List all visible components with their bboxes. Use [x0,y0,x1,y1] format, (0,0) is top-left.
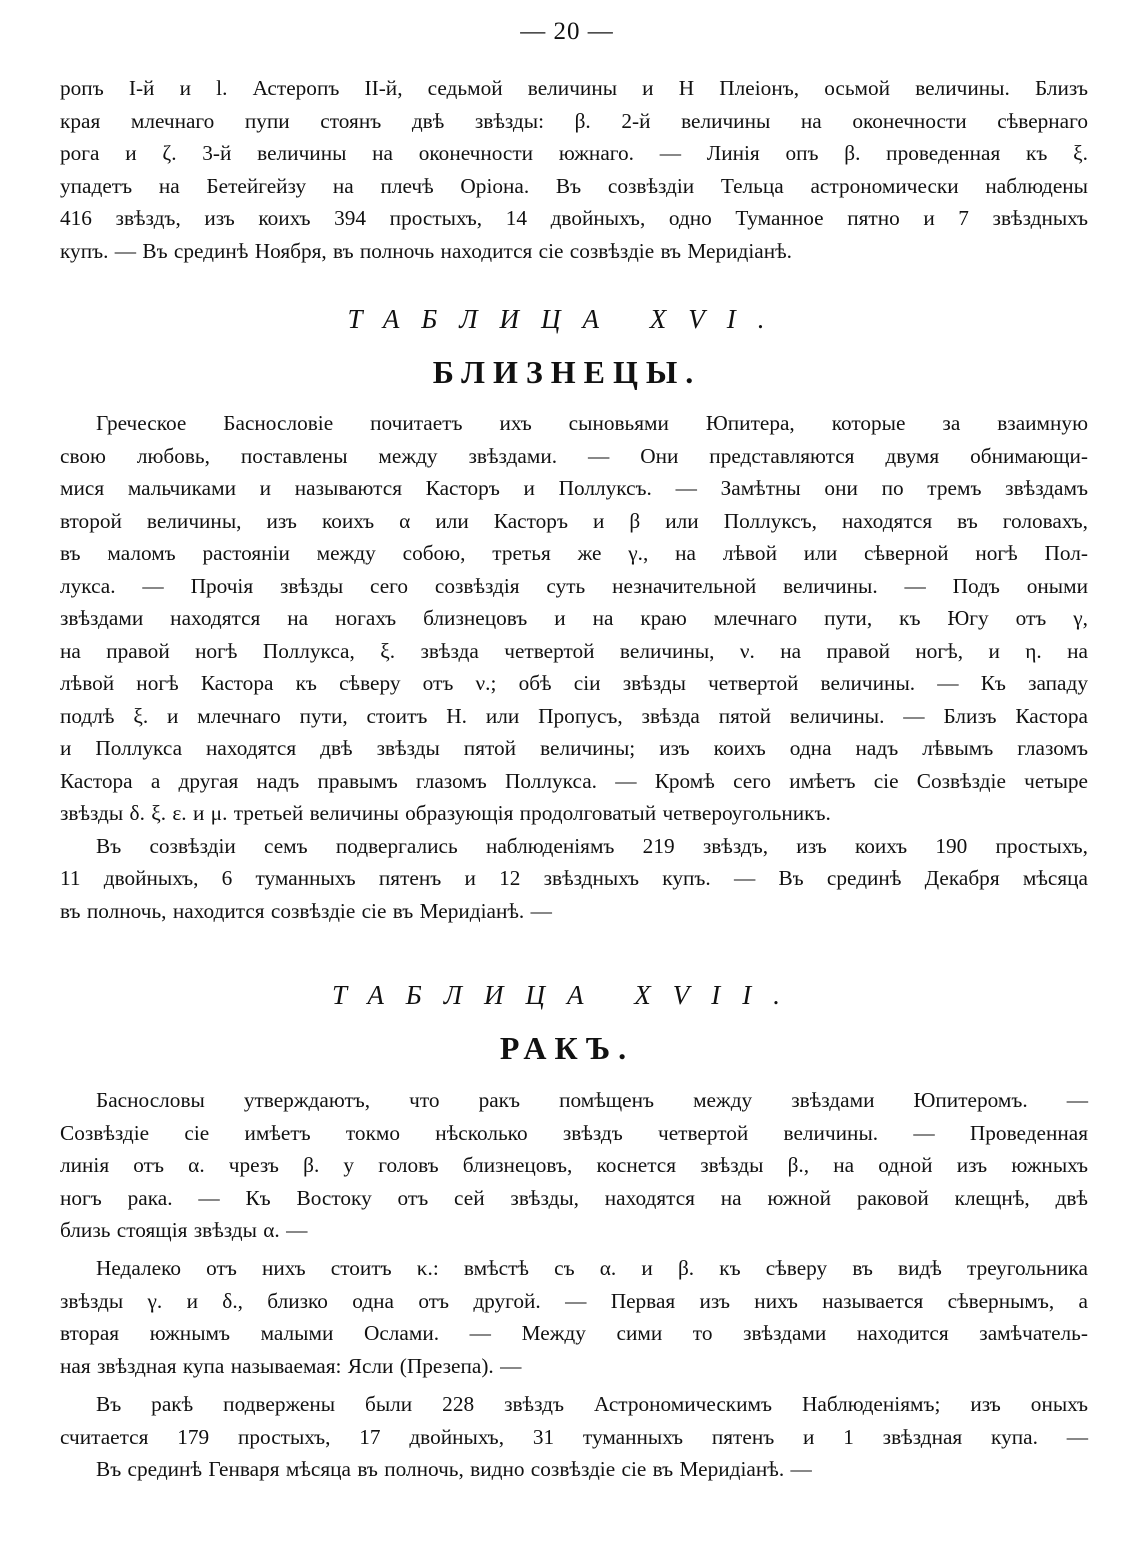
text-line: купъ. — Въ срединѣ Ноября, въ полночь находится сіе созвѣздіе въ Меридіанѣ. [60,238,792,263]
text-line: рога и ζ. 3-й величины на оконечности южнаго. — Линія опъ β. проведенная къ ξ. [60,141,1088,165]
cancer-paragraph-1 [60,1084,1088,1247]
text-line: свою любовь, поставлены между звѣздами. — Они представляются двумя обнимающи- [60,443,1088,468]
intro-paragraph [60,72,1088,267]
table-xvii-heading: ТАБЛИЦА XVII. [332,980,802,1010]
text-line: въ полночь, находится созвѣздіе сіе въ Меридіанѣ. — [60,898,552,923]
text-line: Въ созвѣздіи семъ подвергались наблюденіямъ 219 звѣздъ, изъ коихъ 190 простыхъ, [96,833,1088,858]
text-line: мися мальчиками и называются Касторъ и Поллуксъ. — Замѣтны они по тремъ звѣздамъ [60,476,1088,500]
text-line: края млечнаго пупи стоянъ двѣ звѣзды: β. 2-й величины на оконечности сѣвернаго [60,108,1088,133]
text-line: Баснословы утверждаютъ, что ракъ помѣщенъ между звѣздами Юпитеромъ. — [96,1088,1088,1112]
text-line: Греческое Баснословіе почитаетъ ихъ сыновьями Юпитера, которые за взаимную [96,411,1088,435]
text-line: Въ срединѣ Генваря мѣсяца въ полночь, видно созвѣздіе сіе въ Меридіанѣ. — [96,1457,812,1481]
text-line: ропъ I-й и l. Астеропъ II-й, седьмой величины и H Плеіонъ, осьмой величины. Близъ [60,76,1088,100]
text-line: Созвѣздіе сіе имѣетъ токмо нѣсколько звѣздъ четвертой величины. — Проведенная [60,1120,1088,1145]
text-line: звѣздами находятся на ногахъ близнецовъ и на краю млечнаго пути, къ Югу отъ γ, [60,606,1088,630]
text-line: звѣзды δ. ξ. ε. и μ. третьей величины образующія продолговатый четвероугольникъ. [60,801,831,825]
cancer-title: РАКЪ. [499,1030,635,1066]
text-line: линія отъ α. чрезъ β. у головъ близнецовъ, коснется звѣзды β., на одной изъ южныхъ [60,1153,1088,1177]
gemini-title: БЛИЗНЕЦЫ. [432,354,702,390]
text-line: подлѣ ξ. и млечнаго пути, стоитъ Н. или Пропусъ, звѣзда пятой величины. — Близъ Кастора [60,703,1088,728]
text-line: Въ ракѣ подвержены были 228 звѣздъ Астрономическимъ Наблюденіямъ; изъ оныхъ [96,1392,1088,1416]
cancer-paragraph-2 [60,1252,1088,1382]
text-line: и Поллукса находятся двѣ звѣзды пятой величины; изъ коихъ одна надъ лѣвымъ глазомъ [60,736,1088,760]
text-line: 416 звѣздъ, изъ коихъ 394 простыхъ, 14 двойныхъ, одно Туманное пятно и 7 звѣздныхъ [60,206,1088,230]
text-line: на правой ногѣ Поллукса, ξ. звѣзда четвертой величины, ν. на правой ногѣ, и η. на [60,638,1088,663]
text-line: лѣвой ногѣ Кастора къ сѣверу отъ ν.; обѣ сіи звѣзды четвертой величины. — Къ западу [60,671,1088,695]
page-number: — 20 — [520,18,614,45]
text-line: Кастора а другая надъ правымъ глазомъ Поллукса. — Кромѣ сего имѣетъ сіе Созвѣздіе четыре [60,768,1088,793]
table-xvi-heading: ТАБЛИЦА XVI. [347,304,787,334]
text-line: близь стоящія звѣзды α. — [60,1218,308,1242]
text-line: считается 179 простыхъ, 17 двойныхъ, 31 туманныхъ пятенъ и 1 звѣздная купа. — [60,1424,1088,1449]
cancer-paragraph-3 [60,1388,1088,1486]
text-line: ная звѣздная купа называемая: Ясли (Презепа). — [60,1353,522,1378]
text-line: лукса. — Прочія звѣзды сего созвѣздія суть незначительной величины. — Подъ оными [60,573,1088,598]
text-line: Недалеко отъ нихъ стоитъ κ.: вмѣстѣ съ α. и β. къ сѣверу въ видѣ треугольника [96,1256,1088,1280]
text-line: 11 двойныхъ, 6 туманныхъ пятенъ и 12 звѣздныхъ купъ. — Въ срединѣ Декабря мѣсяца [60,866,1088,890]
text-line: второй величины, изъ коихъ α или Касторъ и β или Поллуксъ, находятся въ головахъ, [60,508,1088,533]
text-line: ногъ рака. — Къ Востоку отъ сей звѣзды, находятся на южной раковой клещнѣ, двѣ [60,1185,1088,1210]
text-line: въ маломъ растояніи между собою, третья же γ., на лѣвой или сѣверной ногѣ Пол- [60,541,1088,565]
text-line: звѣзды γ. и δ., близко одна отъ другой. — Первая изъ нихъ называется сѣвернымъ, а [60,1288,1088,1313]
gemini-paragraph [60,407,1088,927]
text-line: вторая южнымъ малыми Ослами. — Между сими то звѣздами находится замѣчатель- [60,1321,1088,1345]
text-line: упадетъ на Бетейгейзу на плечѣ Оріона. Въ созвѣздіи Тельца астрономически наблюдены [60,173,1088,198]
